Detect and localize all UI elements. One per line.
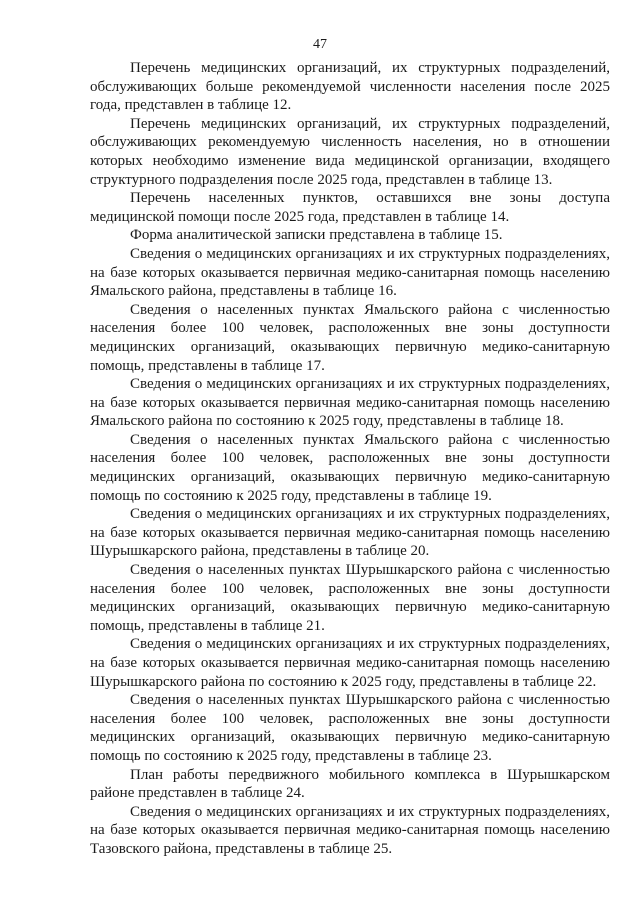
paragraph: Сведения о медицинских организациях и их структурных подразделениях, на базе которых оказывается первичная медико-санитарная помощь населению Тазовского района, представлены в таблице 25. <box>90 803 610 857</box>
paragraph: Сведения о медицинских организациях и их структурных подразделениях, на базе которых оказывается первичная медико-санитарная помощь населению Ямальского района по состоянию к 2025 году, представлены в таблице 18. <box>90 376 610 430</box>
paragraph: Сведения о медицинских организациях и их структурных подразделениях, на базе которых оказывается первичная медико-санитарная помощь населению Шурышкарского района, представлены в таблице 20. <box>90 506 610 560</box>
paragraph: Перечень медицинских организаций, их структурных подразделений, обслуживающих больше рекомендуемой численности населения после 2025 года, представлен в таблице 12. <box>90 60 610 114</box>
paragraph: Сведения о населенных пунктах Ямальского района с численностью населения более 100 человек, расположенных вне зоны доступности медицинских организаций, оказывающих первичную медико-санитарную помощь по состоянию к 2025 году, представлены в таблице 19. <box>90 431 610 504</box>
paragraph: Сведения о медицинских организациях и их структурных подразделениях, на базе которых оказывается первичная медико-санитарная помощь населению Шурышкарского района по состоянию к 2025 году, представлены в таблице 22. <box>90 636 610 690</box>
page-number: 47 <box>313 37 327 52</box>
paragraph: Сведения о населенных пунктах Ямальского района с численностью населения более 100 человек, расположенных вне зоны доступности медицинских организаций, оказывающих первичную медико-санитарную помощь, представлены в таблице 17. <box>90 301 610 374</box>
paragraph: Перечень медицинских организаций, их структурных подразделений, обслуживающих рекомендуемую численность населения, но в отношении которых необходимо изменение вида медицинской организации, входящего структурного подразделения после 2025 года, представлен в таблице 13. <box>90 115 610 188</box>
document-body <box>90 59 610 859</box>
paragraph: План работы передвижного мобильного комплекса в Шурышкарском районе представлен в таблице 24. <box>90 766 610 802</box>
paragraph: Сведения о населенных пунктах Шурышкарского района с численностью населения более 100 человек, расположенных вне зоны доступности медицинских организаций, оказывающих первичную медико-санитарную помощь, представлены в таблице 21. <box>90 562 610 634</box>
paragraph: Перечень населенных пунктов, оставшихся вне зоны доступа медицинской помощи после 2025 года, представлен в таблице 14. <box>90 190 610 225</box>
paragraph: Сведения о медицинских организациях и их структурных подразделениях, на базе которых оказывается первичная медико-санитарная помощь населению Ямальского района, представлены в таблице 16. <box>90 245 610 300</box>
paragraph: Сведения о населенных пунктах Шурышкарского района с численностью населения более 100 человек, расположенных вне зоны доступности медицинских организаций, оказывающих первичную медико-санитарную помощь по состоянию к 2025 году, представлены в таблице 23. <box>90 692 610 764</box>
paragraph: Форма аналитической записки представлена в таблице 15. <box>130 227 503 244</box>
